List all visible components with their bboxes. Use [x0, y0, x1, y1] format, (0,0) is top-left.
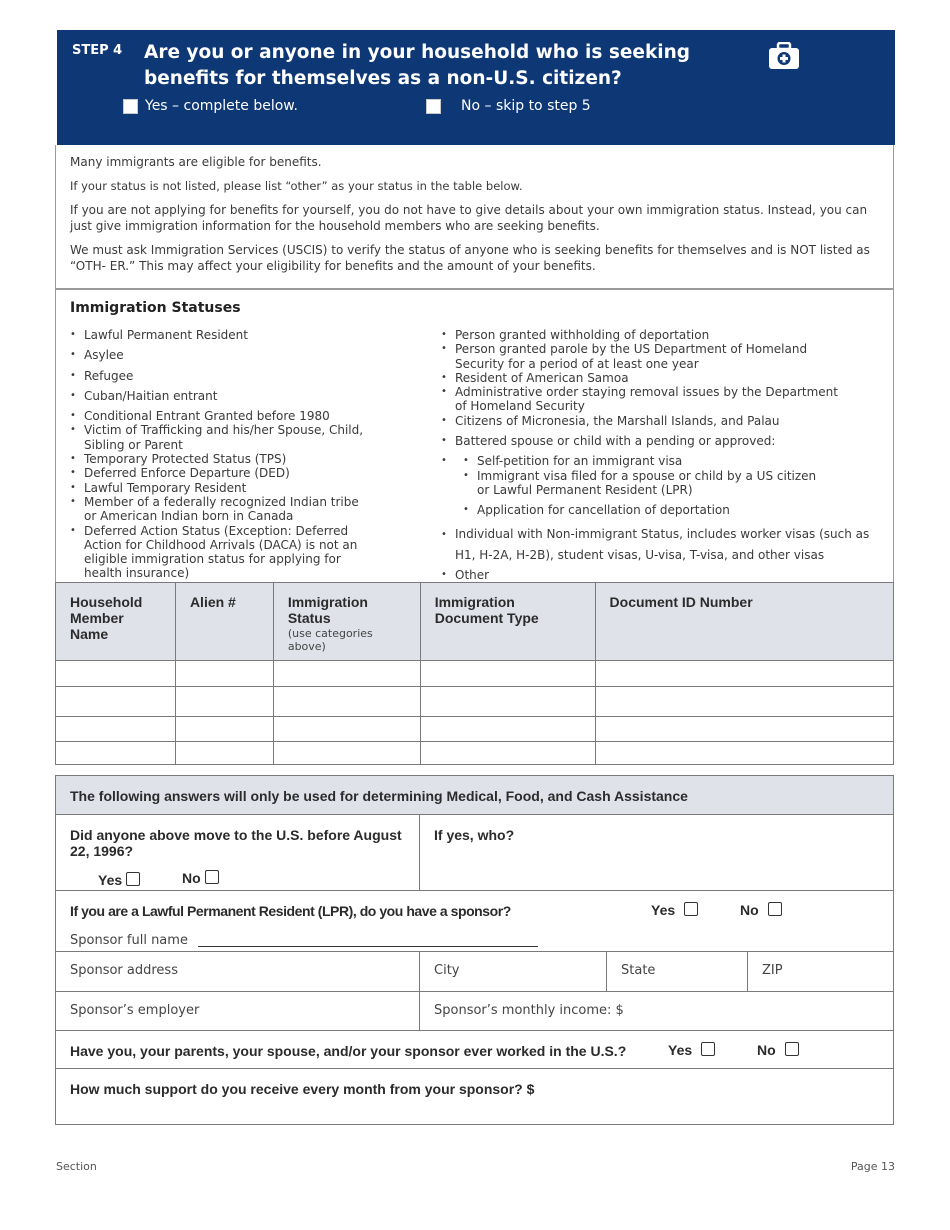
city-label: City: [434, 963, 460, 978]
move-row: [56, 814, 893, 890]
table-cell[interactable]: [56, 661, 176, 687]
immigration-table: [55, 582, 894, 765]
list-item: • Lawful Permanent Resident: [70, 328, 370, 342]
intro-p4: We must ask Immigration Services (USCIS) to verify the status of anyone who is seeking benefits for themselves and is NOT listed as “OTH- ER.” This may affect your eligibility for benefits and the amount of your benefits.: [70, 243, 870, 273]
list-item: • Other: [441, 568, 891, 582]
sponsor-address-label: Sponsor address: [70, 963, 178, 978]
list-item: • Immigrant visa filed for a spouse or child by a US citizen or Lawful Permanent Resident (LPR): [463, 469, 823, 498]
table-cell[interactable]: [595, 717, 893, 742]
list-item: • Cuban/Haitian entrant: [70, 389, 370, 403]
table-row: [56, 661, 894, 687]
table-cell[interactable]: [595, 687, 893, 717]
col-header-doc-type: Immigration Document Type: [420, 583, 595, 661]
lpr-yes-label: Yes: [651, 902, 676, 918]
list-item: • Asylee: [70, 348, 370, 362]
statuses-left-list: [70, 328, 370, 581]
medical-kit-icon: [768, 42, 800, 70]
table-cell[interactable]: [420, 687, 595, 717]
address-row: [56, 951, 893, 991]
sponsor-name-line[interactable]: [198, 946, 538, 947]
intro-p1: Many immigrants are eligible for benefits.: [70, 155, 322, 169]
table-cell[interactable]: [420, 717, 595, 742]
no-skip-checkbox[interactable]: [426, 98, 591, 114]
table-header-row: [56, 583, 894, 661]
lpr-yes[interactable]: [651, 902, 698, 918]
intro-p2: If your status is not listed, please list “other” as your status in the table below.: [70, 179, 523, 193]
employer-cell[interactable]: [56, 992, 419, 1030]
if-yes-cell[interactable]: [419, 815, 893, 890]
move-question-cell: [56, 815, 419, 890]
if-yes-who: If yes, who?: [434, 827, 515, 843]
table-cell[interactable]: [273, 742, 420, 765]
list-item: • Battered spouse or child with a pending or approved:: [441, 434, 891, 448]
table-cell[interactable]: [175, 717, 273, 742]
zip-cell[interactable]: [747, 952, 893, 991]
no-skip-label: No – skip to step 5: [461, 98, 591, 114]
list-item: • Administrative order staying removal issues by the Department of Homeland Security: [441, 385, 841, 414]
col-header-status: [273, 583, 420, 661]
state-label: State: [621, 963, 656, 978]
col-header-doc-id: Document ID Number: [595, 583, 893, 661]
yes-complete-label: Yes – complete below.: [145, 98, 298, 114]
table-cell[interactable]: [175, 687, 273, 717]
income-label: Sponsor’s monthly income: $: [434, 1003, 624, 1018]
table-cell[interactable]: [595, 742, 893, 765]
move-yes-label: Yes: [98, 872, 123, 888]
list-item: • Conditional Entrant Granted before 1980: [70, 409, 370, 423]
move-no-checkbox[interactable]: [205, 870, 219, 884]
employer-label: Sponsor’s employer: [70, 1003, 200, 1018]
list-item: • • Self-petition for an immigrant visa: [463, 454, 891, 468]
intro-section: [55, 145, 894, 289]
support-row[interactable]: [56, 1068, 893, 1124]
table-cell[interactable]: [56, 742, 176, 765]
list-item: • Application for cancellation of deportation: [463, 503, 891, 517]
col-header-name: Household Member Name: [56, 583, 176, 661]
support-question: How much support do you receive every month from your sponsor? $: [70, 1081, 535, 1097]
statuses-title: Immigration Statuses: [70, 300, 241, 316]
table-cell[interactable]: [56, 687, 176, 717]
worked-no[interactable]: [757, 1042, 799, 1058]
status-header-label: Immigration Status: [287, 594, 368, 626]
immigration-statuses-section: [55, 289, 894, 583]
worked-no-checkbox[interactable]: [785, 1042, 799, 1056]
yes-complete-checkbox[interactable]: [123, 98, 298, 114]
lpr-no-checkbox[interactable]: [768, 902, 782, 916]
worked-row: [56, 1030, 893, 1068]
checkbox-box[interactable]: [123, 99, 138, 114]
footer-section: Section: [56, 1160, 97, 1173]
table-cell[interactable]: [175, 661, 273, 687]
employer-row: [56, 991, 893, 1030]
table-cell[interactable]: [420, 661, 595, 687]
footer-page-number: Page 13: [850, 1160, 895, 1173]
step-label: STEP 4: [72, 43, 123, 58]
assistance-section: [55, 775, 894, 1125]
list-item: • Member of a federally recognized Indian tribe or American Indian born in Canada: [70, 495, 370, 524]
table-row: [56, 687, 894, 717]
table-cell[interactable]: [595, 661, 893, 687]
list-item: • Deferred Enforce Departure (DED): [70, 466, 370, 480]
list-item: • Lawful Temporary Resident: [70, 481, 370, 495]
list-item: • Temporary Protected Status (TPS): [70, 452, 370, 466]
battered-sub-list: [463, 454, 891, 517]
table-row: [56, 717, 894, 742]
table-row: [56, 742, 894, 765]
list-item: • Person granted parole by the US Department of Homeland Security for a period of at least one year: [441, 342, 821, 371]
assist-title: The following answers will only be used for determining Medical, Food, and Cash Assistance: [70, 788, 688, 804]
list-item: • Individual with Non-immigrant Status, includes worker visas (such as H1, H-2A, H-2B), student visas, U-visa, T-visa, and other visas: [441, 524, 891, 566]
lpr-row: [56, 890, 893, 951]
list-item: • Person granted withholding of deportation: [441, 328, 891, 342]
table-cell[interactable]: [56, 717, 176, 742]
list-item: • Deferred Action Status (Exception: Deferred Action for Childhood Arrivals (DACA) is not an eligible immigration status for applying for health insurance): [70, 524, 370, 581]
worked-yes-checkbox[interactable]: [701, 1042, 715, 1056]
table-cell[interactable]: [273, 661, 420, 687]
income-cell[interactable]: [419, 992, 893, 1030]
move-yes-checkbox[interactable]: [126, 872, 140, 886]
sponsor-address-cell[interactable]: [56, 952, 419, 991]
sub-list-wrapper: [441, 454, 891, 517]
step4-header: [57, 30, 895, 145]
worked-yes[interactable]: [668, 1042, 715, 1058]
list-item: • Victim of Trafficking and his/her Spouse, Child, Sibling or Parent: [70, 423, 370, 452]
statuses-right-list: [441, 328, 891, 582]
list-item: • Resident of American Samoa: [441, 371, 891, 385]
table-cell[interactable]: [273, 717, 420, 742]
worked-yes-label: Yes: [668, 1042, 693, 1058]
lpr-yes-checkbox[interactable]: [684, 902, 698, 916]
table-cell[interactable]: [273, 687, 420, 717]
move-no[interactable]: [182, 870, 219, 886]
table-cell[interactable]: [420, 742, 595, 765]
status-header-note: (use categories above): [287, 627, 373, 653]
lpr-question: If you are a Lawful Permanent Resident (LPR), do you have a sponsor?: [70, 903, 511, 919]
worked-no-label: No: [757, 1042, 776, 1058]
move-yes[interactable]: [98, 872, 140, 888]
lpr-no-label: No: [740, 902, 759, 918]
move-question: Did anyone above move to the U.S. before August 22, 1996?: [70, 827, 402, 859]
list-item: • Citizens of Micronesia, the Marshall Islands, and Palau: [441, 414, 891, 428]
lpr-no[interactable]: [740, 902, 782, 918]
worked-question: Have you, your parents, your spouse, and/or your sponsor ever worked in the U.S.?: [70, 1043, 627, 1059]
state-cell[interactable]: [606, 952, 747, 991]
move-no-label: No: [182, 870, 201, 886]
list-item: • Refugee: [70, 369, 370, 383]
intro-p3: If you are not applying for benefits for yourself, you do not have to give details about your own immigration status. Instead, you can just give immigration information for the household members who are seeking benefits.: [70, 203, 868, 233]
sponsor-name-label: Sponsor full name: [70, 933, 188, 948]
checkbox-box[interactable]: [426, 99, 441, 114]
zip-label: ZIP: [762, 963, 783, 978]
city-cell[interactable]: [419, 952, 606, 991]
assist-title-row: [56, 776, 893, 814]
col-header-alien: Alien #: [175, 583, 273, 661]
step-question: Are you or anyone in your household who is seeking benefits for themselves as a non-U.S. citizen?: [144, 42, 691, 89]
table-cell[interactable]: [175, 742, 273, 765]
